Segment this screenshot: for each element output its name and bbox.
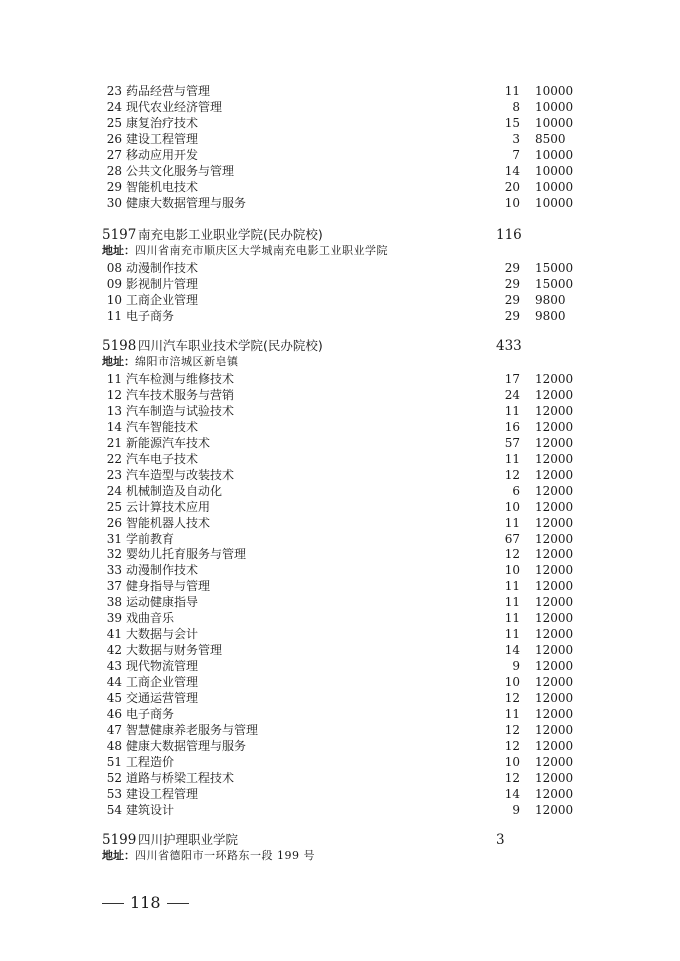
- major-code: 46: [106, 706, 122, 721]
- major-name: 婴幼儿托育服务与管理: [126, 547, 247, 562]
- major-tuition-fee: 10000: [535, 99, 574, 114]
- major-name: 机械制造及自动化: [126, 483, 223, 498]
- major-row: [0, 786, 680, 802]
- major-row: [0, 451, 680, 467]
- major-plan-count: 11: [504, 403, 520, 418]
- school-name: 四川护理职业学院: [138, 832, 239, 847]
- major-tuition-fee: 12000: [535, 786, 574, 801]
- major-row: [0, 642, 680, 658]
- major-name: 建设工程管理: [126, 131, 199, 146]
- major-name: 移动应用开发: [126, 147, 199, 162]
- major-name: 汽车造型与改装技术: [126, 467, 235, 482]
- major-row: [0, 467, 680, 483]
- major-row: [0, 594, 680, 610]
- major-plan-count: 11: [504, 579, 520, 594]
- major-name: 动漫制作技术: [126, 563, 199, 578]
- major-tuition-fee: 12000: [535, 579, 574, 594]
- major-row: [0, 483, 680, 499]
- major-code: 42: [106, 643, 122, 658]
- major-code: 12: [106, 387, 122, 402]
- major-code: 45: [106, 691, 122, 705]
- major-plan-count: 10: [504, 754, 520, 769]
- major-name: 建设工程管理: [126, 786, 199, 801]
- school-total-plan: 433: [496, 338, 522, 354]
- footer-dash-left: [102, 903, 124, 904]
- major-row: [0, 515, 680, 531]
- major-tuition-fee: 12000: [535, 627, 574, 642]
- major-row: [0, 308, 680, 324]
- major-name: 汽车技术服务与营销: [126, 387, 235, 402]
- major-tuition-fee: 12000: [535, 403, 574, 418]
- major-plan-count: 67: [504, 531, 520, 546]
- major-name: 汽车制造与试验技术: [126, 403, 235, 418]
- major-name: 学前教育: [126, 531, 175, 546]
- major-name: 电子商务: [126, 706, 175, 721]
- major-name: 公共文化服务与管理: [126, 163, 235, 178]
- major-row: [0, 403, 680, 419]
- major-name: 建筑设计: [126, 802, 175, 817]
- major-tuition-fee: 12000: [535, 675, 574, 690]
- major-tuition-fee: 12000: [535, 770, 574, 785]
- major-tuition-fee: 12000: [535, 706, 574, 721]
- major-plan-count: 14: [504, 163, 520, 178]
- major-name: 现代物流管理: [126, 659, 199, 674]
- major-plan-count: 29: [504, 276, 520, 291]
- major-name: 工程造价: [126, 754, 175, 769]
- major-row: [0, 770, 680, 786]
- major-plan-count: 7: [512, 147, 520, 162]
- major-plan-count: 17: [504, 372, 520, 386]
- major-plan-count: 57: [504, 435, 520, 450]
- major-name: 智能机器人技术: [126, 515, 211, 530]
- major-tuition-fee: 12000: [535, 802, 574, 817]
- major-tuition-fee: 10000: [535, 84, 574, 98]
- major-row: [0, 738, 680, 754]
- major-row: [0, 754, 680, 770]
- major-code: 30: [106, 195, 122, 210]
- major-name: 云计算技术应用: [126, 499, 211, 514]
- major-row: [0, 722, 680, 738]
- major-code: 29: [106, 179, 122, 194]
- major-plan-count: 12: [504, 722, 520, 737]
- major-tuition-fee: 10000: [535, 147, 574, 162]
- major-code: 26: [106, 515, 122, 530]
- major-plan-count: 29: [504, 261, 520, 275]
- major-plan-count: 10: [504, 675, 520, 690]
- major-plan-count: 6: [512, 483, 520, 498]
- major-plan-count: 9: [512, 802, 520, 817]
- address-text: 四川省南充市顺庆区大学城南充电影工业职业学院: [135, 244, 388, 257]
- footer-dash-right: [167, 903, 189, 904]
- major-tuition-fee: 12000: [535, 643, 574, 658]
- major-code: 31: [106, 531, 122, 546]
- major-plan-count: 11: [504, 706, 520, 721]
- major-tuition-fee: 12000: [535, 387, 574, 402]
- major-tuition-fee: 12000: [535, 659, 574, 674]
- major-name: 汽车智能技术: [126, 419, 199, 434]
- major-code: 23: [106, 84, 122, 98]
- major-plan-count: 10: [504, 563, 520, 578]
- major-row: [0, 802, 680, 818]
- school-code: 5197: [102, 227, 137, 243]
- school-address: [102, 355, 239, 369]
- major-row: [0, 546, 680, 562]
- major-code: 09: [106, 276, 122, 291]
- major-code: 28: [106, 163, 122, 178]
- major-tuition-fee: 12000: [535, 499, 574, 514]
- major-row: [0, 147, 680, 163]
- major-code: 25: [106, 115, 122, 130]
- major-plan-count: 11: [504, 515, 520, 530]
- major-plan-count: 3: [512, 131, 520, 146]
- major-plan-count: 14: [504, 786, 520, 801]
- major-row: [0, 499, 680, 515]
- major-code: 27: [106, 147, 122, 162]
- page-number: 118: [130, 893, 161, 912]
- major-tuition-fee: 12000: [535, 611, 574, 626]
- school-name: 南充电影工业职业学院(民办院校): [138, 227, 323, 242]
- major-code: 47: [106, 722, 122, 737]
- major-name: 运动健康指导: [126, 595, 199, 610]
- address-label: 地址：: [102, 244, 135, 257]
- major-code: 53: [106, 786, 122, 801]
- major-plan-count: 11: [504, 595, 520, 610]
- major-tuition-fee: 12000: [535, 531, 574, 546]
- major-code: 41: [106, 627, 122, 642]
- major-code: 08: [106, 261, 122, 275]
- major-row: [0, 195, 680, 211]
- major-plan-count: 8: [512, 99, 520, 114]
- major-row: [0, 674, 680, 690]
- major-code: 44: [106, 675, 122, 690]
- major-name: 智慧健康养老服务与管理: [126, 722, 259, 737]
- major-code: 11: [106, 308, 122, 323]
- major-code: 25: [106, 499, 122, 514]
- major-row: [0, 260, 680, 276]
- major-tuition-fee: 9800: [535, 292, 566, 307]
- major-plan-count: 12: [504, 770, 520, 785]
- major-code: 48: [106, 738, 122, 753]
- major-plan-count: 29: [504, 308, 520, 323]
- major-name: 道路与桥梁工程技术: [126, 770, 235, 785]
- major-row: [0, 115, 680, 131]
- major-tuition-fee: 15000: [535, 261, 574, 275]
- major-tuition-fee: 12000: [535, 738, 574, 753]
- major-name: 新能源汽车技术: [126, 435, 211, 450]
- major-row: [0, 562, 680, 578]
- major-code: 51: [106, 754, 122, 769]
- school-total-plan: 116: [496, 227, 522, 243]
- major-code: 24: [106, 483, 122, 498]
- major-row: [0, 610, 680, 626]
- major-plan-count: 12: [504, 738, 520, 753]
- major-code: 33: [106, 563, 122, 578]
- major-name: 健康大数据管理与服务: [126, 738, 247, 753]
- major-row: [0, 690, 680, 706]
- school-address: [102, 849, 315, 863]
- major-tuition-fee: 12000: [535, 372, 574, 386]
- major-plan-count: 24: [504, 387, 520, 402]
- major-row: [0, 419, 680, 435]
- major-code: 11: [106, 372, 122, 386]
- major-name: 电子商务: [126, 308, 175, 323]
- major-row: [0, 83, 680, 99]
- major-code: 37: [106, 579, 122, 594]
- major-tuition-fee: 10000: [535, 115, 574, 130]
- major-name: 汽车检测与维修技术: [126, 372, 235, 386]
- address-text: 绵阳市涪城区新皂镇: [135, 355, 239, 368]
- major-code: 13: [106, 403, 122, 418]
- major-row: [0, 387, 680, 403]
- major-plan-count: 12: [504, 691, 520, 705]
- major-row: [0, 276, 680, 292]
- major-name: 健康大数据管理与服务: [126, 195, 247, 210]
- major-name: 智能机电技术: [126, 179, 199, 194]
- major-code: 24: [106, 99, 122, 114]
- major-row: [0, 435, 680, 451]
- address-label: 地址：: [102, 849, 135, 862]
- major-row: [0, 658, 680, 674]
- major-name: 工商企业管理: [126, 675, 199, 690]
- major-code: 52: [106, 770, 122, 785]
- major-tuition-fee: 10000: [535, 163, 574, 178]
- major-plan-count: 11: [504, 611, 520, 626]
- major-tuition-fee: 12000: [535, 595, 574, 610]
- major-tuition-fee: 12000: [535, 419, 574, 434]
- major-tuition-fee: 12000: [535, 563, 574, 578]
- major-plan-count: 12: [504, 547, 520, 562]
- major-code: 39: [106, 611, 122, 626]
- major-code: 14: [106, 419, 122, 434]
- major-code: 32: [106, 547, 122, 562]
- major-name: 健身指导与管理: [126, 579, 211, 594]
- major-tuition-fee: 10000: [535, 195, 574, 210]
- major-tuition-fee: 9800: [535, 308, 566, 323]
- major-code: 22: [106, 451, 122, 466]
- major-plan-count: 20: [504, 179, 520, 194]
- major-code: 38: [106, 595, 122, 610]
- major-plan-count: 15: [504, 115, 520, 130]
- major-plan-count: 11: [504, 84, 520, 98]
- school-code: 5198: [102, 338, 137, 354]
- major-plan-count: 12: [504, 467, 520, 482]
- major-plan-count: 14: [504, 643, 520, 658]
- address-text: 四川省德阳市一环路东一段 199 号: [135, 849, 315, 862]
- major-name: 药品经营与管理: [126, 84, 211, 98]
- major-tuition-fee: 8500: [535, 131, 566, 146]
- major-row: [0, 292, 680, 308]
- major-row: [0, 131, 680, 147]
- major-name: 动漫制作技术: [126, 261, 199, 275]
- major-plan-count: 11: [504, 451, 520, 466]
- school-total-plan: 3: [496, 832, 505, 848]
- major-name: 汽车电子技术: [126, 451, 199, 466]
- major-name: 现代农业经济管理: [126, 99, 223, 114]
- major-code: 26: [106, 131, 122, 146]
- school-address: [102, 244, 388, 258]
- major-tuition-fee: 10000: [535, 179, 574, 194]
- major-name: 大数据与财务管理: [126, 643, 223, 658]
- major-code: 23: [106, 467, 122, 482]
- major-plan-count: 9: [512, 659, 520, 674]
- major-tuition-fee: 12000: [535, 483, 574, 498]
- major-tuition-fee: 12000: [535, 547, 574, 562]
- major-tuition-fee: 12000: [535, 722, 574, 737]
- major-row: [0, 578, 680, 594]
- major-row: [0, 163, 680, 179]
- major-row: [0, 179, 680, 195]
- major-name: 交通运营管理: [126, 691, 199, 705]
- major-code: 43: [106, 659, 122, 674]
- major-name: 大数据与会计: [126, 627, 199, 642]
- major-row: [0, 626, 680, 642]
- page-footer: [102, 893, 189, 913]
- major-tuition-fee: 12000: [535, 451, 574, 466]
- school-header: [102, 831, 662, 849]
- major-plan-count: 10: [504, 499, 520, 514]
- address-label: 地址：: [102, 355, 135, 368]
- major-plan-count: 11: [504, 627, 520, 642]
- major-plan-count: 16: [504, 419, 520, 434]
- school-header: [102, 337, 662, 355]
- major-tuition-fee: 12000: [535, 467, 574, 482]
- school-code: 5199: [102, 832, 137, 848]
- major-row: [0, 531, 680, 547]
- major-tuition-fee: 12000: [535, 435, 574, 450]
- major-plan-count: 29: [504, 292, 520, 307]
- major-name: 工商企业管理: [126, 292, 199, 307]
- major-name: 影视制片管理: [126, 276, 199, 291]
- major-tuition-fee: 15000: [535, 276, 574, 291]
- school-header: [102, 226, 662, 244]
- major-tuition-fee: 12000: [535, 754, 574, 769]
- major-row: [0, 371, 680, 387]
- major-code: 21: [106, 435, 122, 450]
- major-row: [0, 706, 680, 722]
- major-row: [0, 99, 680, 115]
- major-name: 康复治疗技术: [126, 115, 199, 130]
- major-code: 54: [106, 802, 122, 817]
- major-name: 戏曲音乐: [126, 611, 175, 626]
- school-name: 四川汽车职业技术学院(民办院校): [138, 338, 323, 353]
- major-tuition-fee: 12000: [535, 691, 574, 705]
- major-code: 10: [106, 292, 122, 307]
- major-plan-count: 10: [504, 195, 520, 210]
- major-tuition-fee: 12000: [535, 515, 574, 530]
